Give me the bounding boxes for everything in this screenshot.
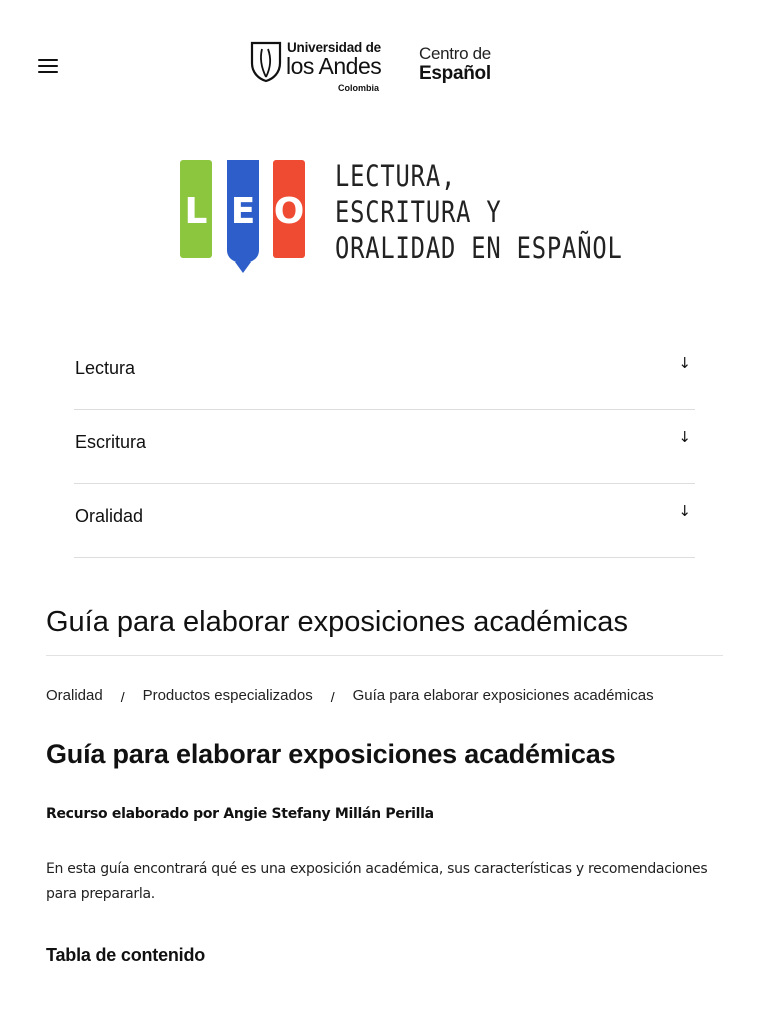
accordion-label: Lectura	[75, 358, 136, 378]
arrow-down-icon: ↓	[678, 354, 691, 372]
leo-letter-o: O	[273, 191, 305, 232]
leo-letter-l: L	[184, 191, 208, 232]
leo-tagline-line1: LECTURA,	[335, 159, 457, 193]
arrow-down-icon: ↓	[678, 428, 691, 446]
breadcrumb-link-oralidad[interactable]: Oralidad	[46, 687, 103, 704]
centro-line2: Español	[419, 63, 491, 84]
university-shield-icon	[249, 41, 283, 83]
leo-logo[interactable]	[180, 158, 623, 278]
breadcrumb-current: Guía para elaborar exposiciones académicas	[352, 687, 654, 704]
breadcrumb-separator: /	[330, 689, 335, 705]
leo-tagline-line3: ORALIDAD EN ESPAÑOL	[335, 231, 623, 265]
leo-pencils-icon	[180, 158, 310, 278]
arrow-down-icon: ↓	[678, 502, 691, 520]
section-accordion	[74, 336, 695, 558]
leo-tagline-line2: ESCRITURA Y	[335, 195, 502, 229]
divider	[46, 655, 723, 656]
accordion-item-lectura[interactable]	[74, 336, 695, 410]
accordion-item-oralidad[interactable]	[74, 484, 695, 558]
page-title: Guía para elaborar exposiciones académicas	[46, 606, 628, 638]
universidad-de-los-andes-logo[interactable]	[249, 38, 384, 96]
university-name-line2: los Andes	[286, 53, 382, 79]
university-country: Colombia	[338, 83, 380, 93]
site-header	[0, 0, 768, 130]
accordion-label: Escritura	[75, 432, 147, 452]
leo-tagline	[335, 158, 623, 266]
breadcrumb-separator: /	[120, 689, 125, 705]
article-title: Guía para elaborar exposiciones académicas	[46, 739, 616, 769]
centro-line1: Centro de	[419, 44, 491, 63]
article-author: Recurso elaborado por Angie Stefany Millán Perilla	[46, 806, 434, 822]
article-intro: En esta guía encontrará qué es una exposición académica, sus características y recomendaciones para prepararla.	[46, 861, 708, 902]
breadcrumb-link-productos[interactable]: Productos especializados	[142, 687, 313, 704]
leo-letter-e: E	[230, 191, 256, 232]
hamburger-icon[interactable]	[38, 59, 58, 75]
centro-de-espanol-logo[interactable]	[419, 45, 491, 85]
table-of-contents-heading: Tabla de contenido	[46, 945, 206, 965]
breadcrumb	[46, 687, 654, 704]
accordion-label: Oralidad	[75, 506, 144, 526]
accordion-item-escritura[interactable]	[74, 410, 695, 484]
university-name-line1: Universidad de	[287, 40, 381, 55]
